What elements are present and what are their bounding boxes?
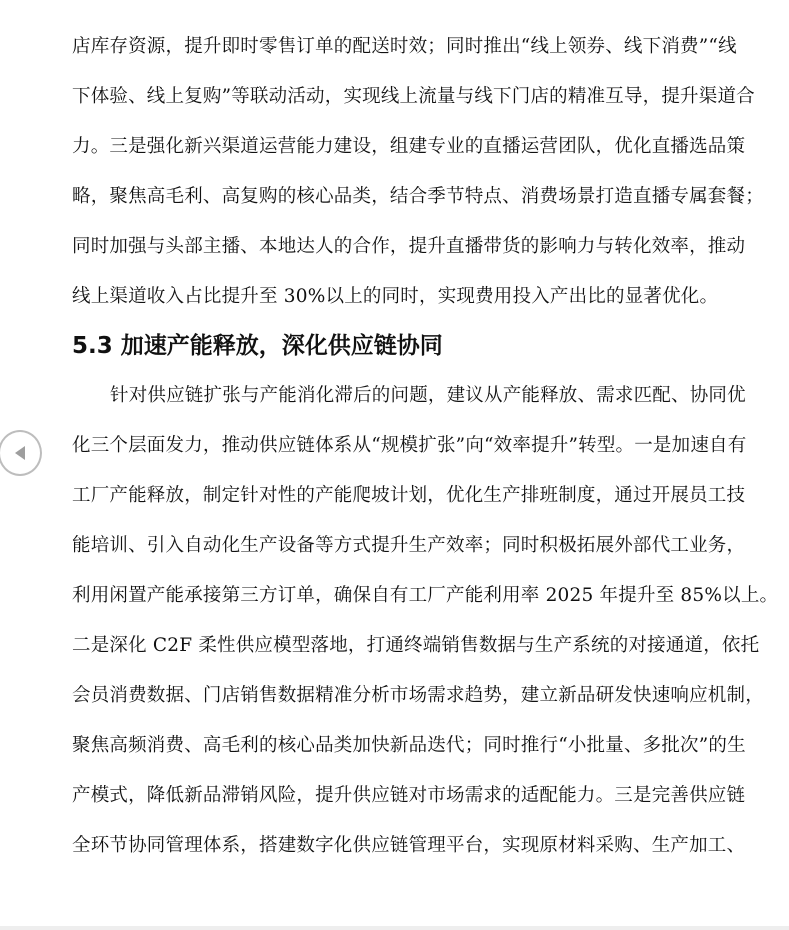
paragraph-line: 同时加强与头部主播、本地达人的合作，提升直播带货的影响力与转化效率，推动 <box>72 236 746 257</box>
paragraph-line: 工厂产能释放，制定针对性的产能爬坡计划，优化生产排班制度，通过开展员工技 <box>72 485 746 506</box>
paragraph-line: 会员消费数据、门店销售数据精准分析市场需求趋势，建立新品研发快速响应机制， <box>72 685 764 706</box>
paragraph-line: 全环节协同管理体系，搭建数字化供应链管理平台，实现原材料采购、生产加工、 <box>72 835 746 856</box>
previous-page-button[interactable] <box>0 430 42 476</box>
paragraph-line: 店库存资源，提升即时零售订单的配送时效；同时推出“线上领券、线下消费”“线 <box>72 36 737 57</box>
page-bottom-divider <box>0 926 789 930</box>
paragraph-line: 产模式，降低新品滞销风险，提升供应链对市场需求的适配能力。三是完善供应链 <box>72 785 746 806</box>
paragraph-line: 针对供应链扩张与产能消化滞后的问题，建议从产能释放、需求匹配、协同优 <box>110 385 746 406</box>
paragraph-line: 化三个层面发力，推动供应链体系从“规模扩张”向“效率提升”转型。一是加速自有 <box>72 435 747 456</box>
paragraph-line: 略，聚焦高毛利、高复购的核心品类，结合季节特点、消费场景打造直播专属套餐； <box>72 186 764 207</box>
paragraph-line: 力。三是强化新兴渠道运营能力建设，组建专业的直播运营团队，优化直播选品策 <box>72 136 746 157</box>
chevron-left-icon <box>12 444 30 462</box>
paragraph-line: 能培训、引入自动化生产设备等方式提升生产效率；同时积极拓展外部代工业务， <box>72 535 746 556</box>
paragraph-line: 下体验、线上复购”等联动活动，实现线上流量与线下门店的精准互导，提升渠道合 <box>72 86 755 107</box>
section-heading: 5.3 加速产能释放，深化供应链协同 <box>72 333 443 359</box>
paragraph-line: 二是深化 C2F 柔性供应模型落地，打通终端销售数据与生产系统的对接通道，依托 <box>72 635 760 656</box>
paragraph-line: 聚焦高频消费、高毛利的核心品类加快新品迭代；同时推行“小批量、多批次”的生 <box>72 735 746 756</box>
paragraph-line: 利用闲置产能承接第三方订单，确保自有工厂产能利用率 2025 年提升至 85%以上。 <box>72 585 779 606</box>
paragraph-line: 线上渠道收入占比提升至 30%以上的同时，实现费用投入产出比的显著优化。 <box>72 286 719 307</box>
